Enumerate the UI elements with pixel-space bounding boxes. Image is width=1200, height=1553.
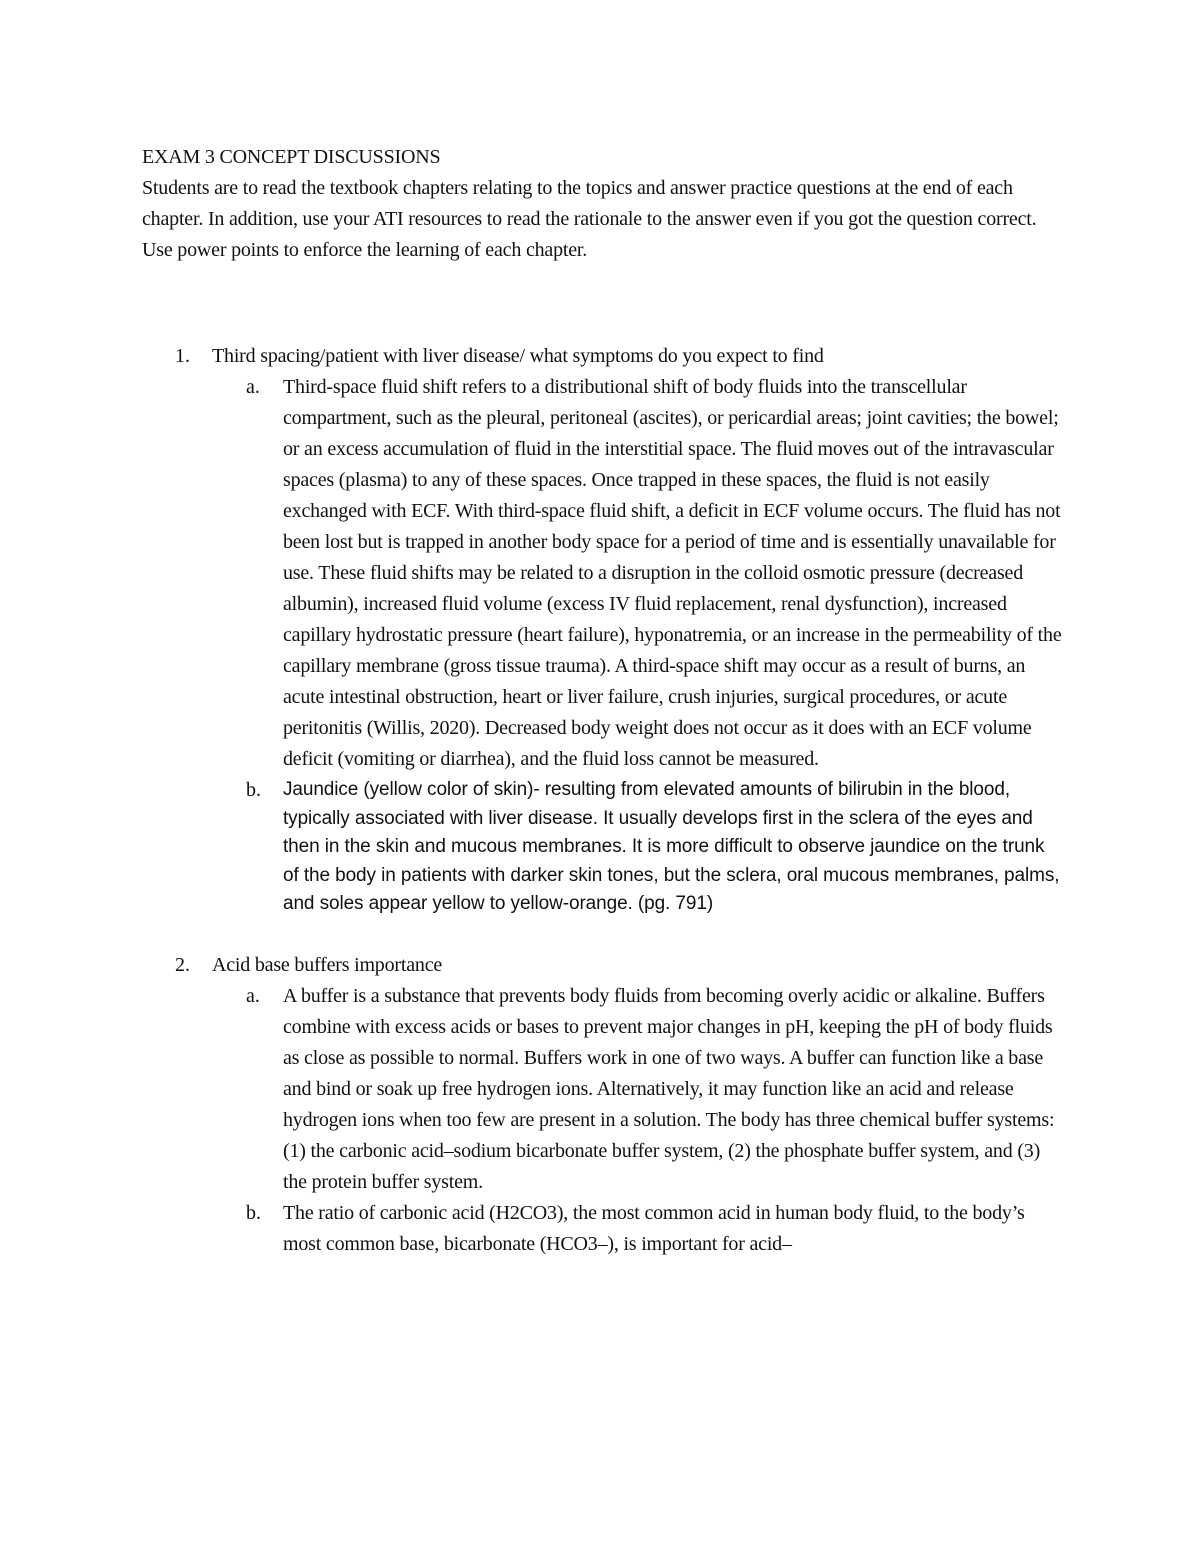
document-body xyxy=(142,142,1062,1260)
sub-item-text: A buffer is a substance that prevents body fluids from becoming overly acidic or alkaline. Buffers combine with excess acids or bases to prevent major changes in pH, keeping the pH of body fluids as close as possible to normal. Buffers work in one of two ways. A buffer can function like a base and bind or soak up free hydrogen ions. Alternatively, it may function like an acid and release hydrogen ions when too few are present in a solution. The body has three chemical buffer systems: (1) the carbonic acid–sodium bicarbonate buffer system, (2) the phosphate buffer system, and (3) the protein buffer system. xyxy=(283,984,1055,1193)
sub-item-letter: a. xyxy=(246,984,260,1007)
topic-list xyxy=(142,341,1062,1260)
document-title: EXAM 3 CONCEPT DISCUSSIONS xyxy=(142,146,441,168)
topic-item xyxy=(142,341,1062,919)
sub-item-letter: b. xyxy=(246,779,261,801)
topic-heading: Acid base buffers importance xyxy=(212,953,443,976)
sub-item-text: Jaundice (yellow color of skin)- resulting from elevated amounts of bilirubin in the blood, typically associated with liver disease. It usually develops first in the sclera of the eyes and then in the skin and mucous membranes. It is more difficult to observe jaundice on the trunk of the body in patients with darker skin tones, but the sclera, oral mucous membranes, palms, and soles appear yellow to yellow-orange. (pg. 791) xyxy=(283,779,1060,915)
sub-item-letter: b. xyxy=(246,1201,261,1224)
sub-item-letter: a. xyxy=(246,376,260,398)
sub-item xyxy=(212,981,1062,1198)
sub-item xyxy=(212,372,1062,775)
item-number: 2. xyxy=(175,953,190,976)
topic-item xyxy=(142,950,1062,1260)
item-number: 1. xyxy=(175,345,190,367)
intro-paragraph: Students are to read the textbook chapters relating to the topics and answer practice questions at the end of each chapter. In addition, use your ATI resources to read the rationale to the answer even if you got the question correct. Use power points to enforce the learning of each chapter. xyxy=(142,177,1037,261)
sub-item xyxy=(212,1198,1062,1260)
sub-item xyxy=(212,775,1062,919)
sub-item-text: Third-space fluid shift refers to a distributional shift of body fluids into the transcellular compartment, such as the pleural, peritoneal (ascites), or pericardial areas; joint cavities; the bowel; or an excess accumulation of fluid in the interstitial space. The fluid moves out of the intravascular spaces (plasma) to any of these spaces. Once trapped in these spaces, the fluid is not easily exchanged with ECF. With third-space fluid shift, a deficit in ECF volume occurs. The fluid has not been lost but is trapped in another body space for a period of time and is essentially unavailable for use. These fluid shifts may be related to a disruption in the colloid osmotic pressure (decreased albumin), increased fluid volume (excess IV fluid replacement, renal dysfunction), increased capillary hydrostatic pressure (heart failure), hyponatremia, or an increase in the permeability of the capillary membrane (gross tissue trauma). A third-space shift may occur as a result of burns, an acute intestinal obstruction, heart or liver failure, crush injuries, surgical procedures, or acute peritonitis (Willis, 2020). Decreased body weight does not occur as it does with an ECF volume deficit (vomiting or diarrhea), and the fluid loss cannot be measured. xyxy=(283,376,1062,770)
topic-heading: Third spacing/patient with liver disease/ what symptoms do you expect to find xyxy=(212,345,824,367)
sub-item-text: The ratio of carbonic acid (H2CO3), the most common acid in human body fluid, to the body’s most common base, bicarbonate (HCO3–), is important for acid– xyxy=(283,1201,1025,1255)
